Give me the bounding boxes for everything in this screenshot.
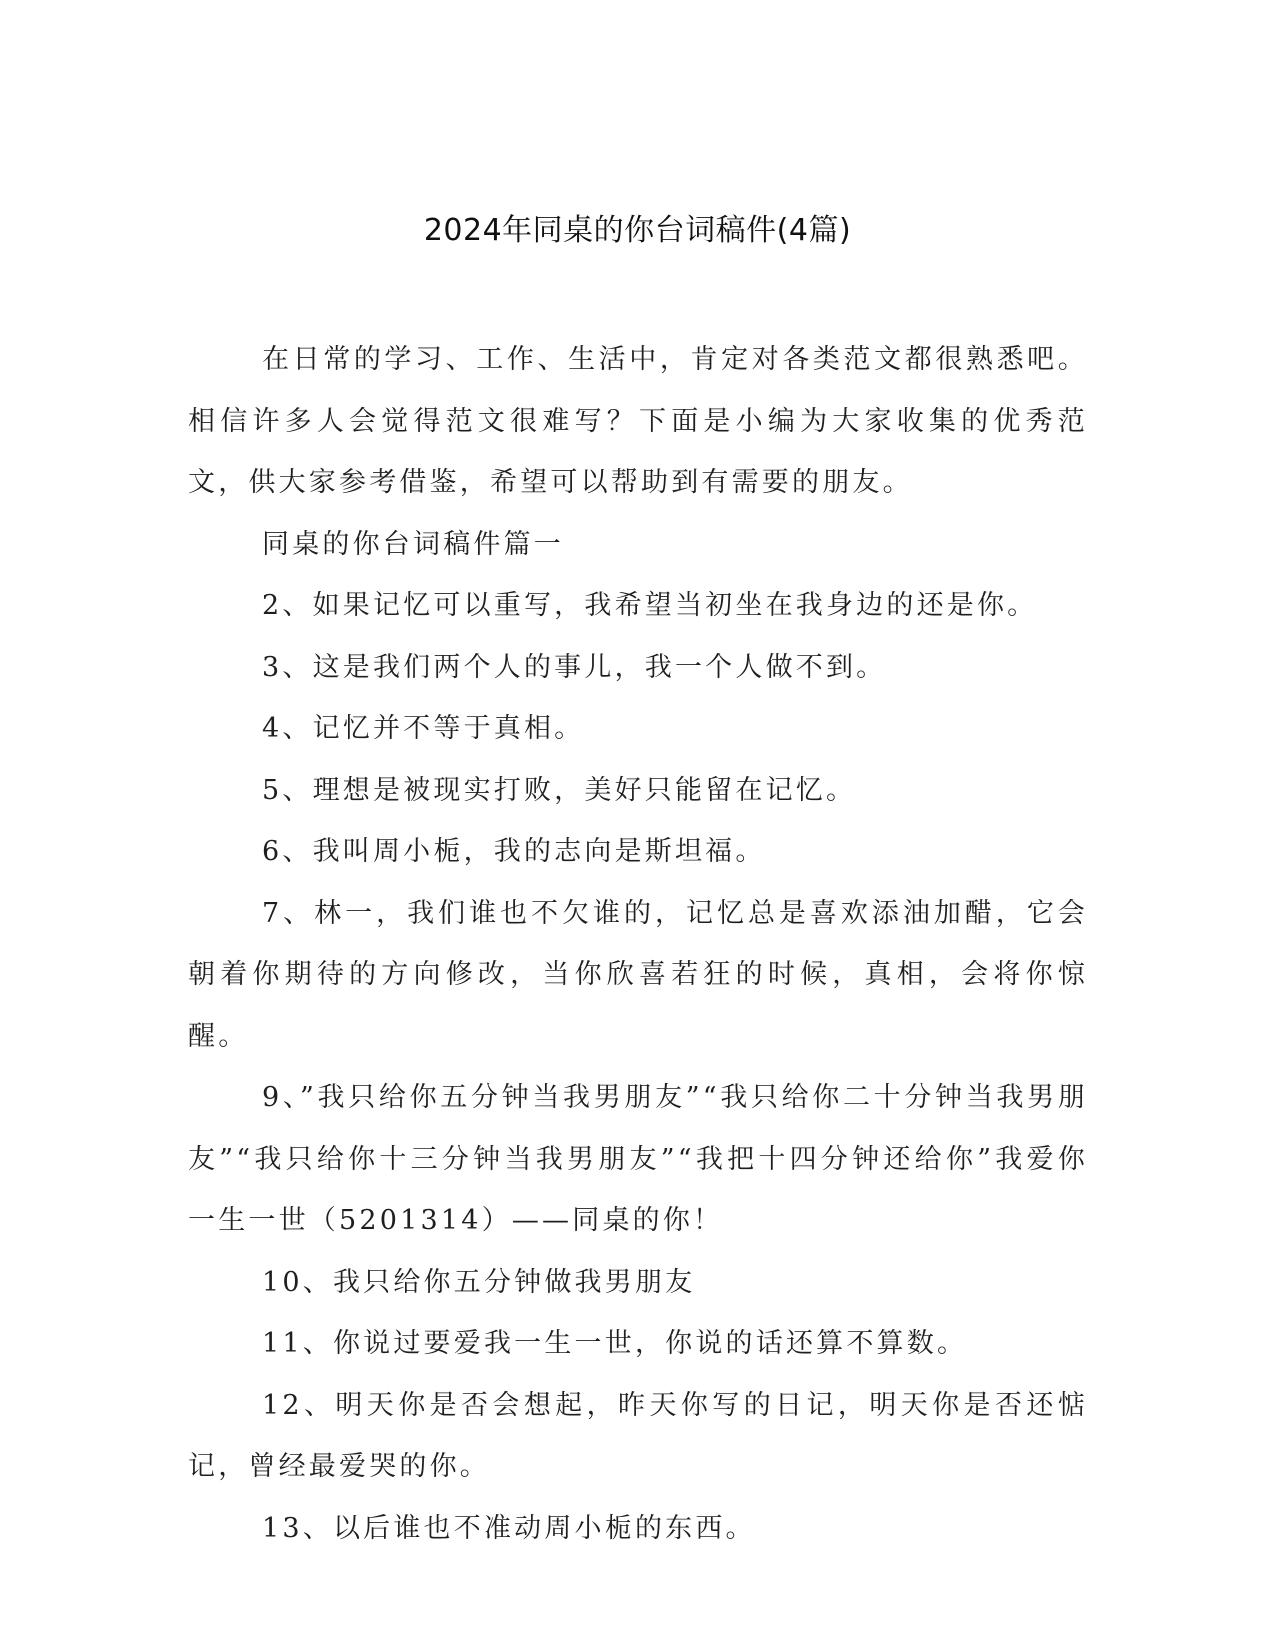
quote-item: 12、明天你是否会想起，昨天你写的日记，明天你是否还惦记，曾经最爱哭的你。 bbox=[188, 1389, 1088, 1482]
quote-item: 11、你说过要爱我一生一世，你说的话还算不算数。 bbox=[262, 1328, 968, 1359]
quote-item: 13、以后谁也不准动周小栀的东西。 bbox=[262, 1512, 756, 1544]
quote-item: 10、我只给你五分钟做我男朋友 bbox=[262, 1266, 696, 1298]
quote-item: 3、这是我们两个人的事儿，我一个人做不到。 bbox=[262, 651, 887, 683]
document-title: 2024年同桌的你台词稿件(4篇) bbox=[423, 213, 852, 248]
intro-paragraph: 在日常的学习、工作、生活中，肯定对各类范文都很熟悉吧。相信许多人会觉得范文很难写？下面是小编为大家收集的优秀范文，供大家参考借鉴，希望可以帮助到有需要的朋友。 bbox=[188, 344, 1088, 498]
quote-item: 6、我叫周小栀，我的志向是斯坦福。 bbox=[262, 836, 766, 867]
quote-item: 4、记忆并不等于真相。 bbox=[262, 713, 585, 744]
document-body bbox=[188, 329, 1088, 1559]
quote-item: 9、”我只给你五分钟当我男朋友”“我只给你二十分钟当我男朋友”“我只给你十三分钟当我男朋友”“我把十四分钟还给你”我爱你一生一世（5201314）——同桌的你！ bbox=[188, 1082, 1088, 1236]
section-heading: 同桌的你台词稿件篇一 bbox=[262, 528, 564, 560]
quote-item: 5、理想是被现实打败，美好只能留在记忆。 bbox=[262, 774, 857, 806]
quote-item: 7、林一，我们谁也不欠谁的，记忆总是喜欢添油加醋，它会朝着你期待的方向修改，当你欣喜若狂的时候，真相，会将你惊醒。 bbox=[188, 897, 1088, 1052]
quote-item: 2、如果记忆可以重写，我希望当初坐在我身边的还是你。 bbox=[262, 590, 1038, 621]
